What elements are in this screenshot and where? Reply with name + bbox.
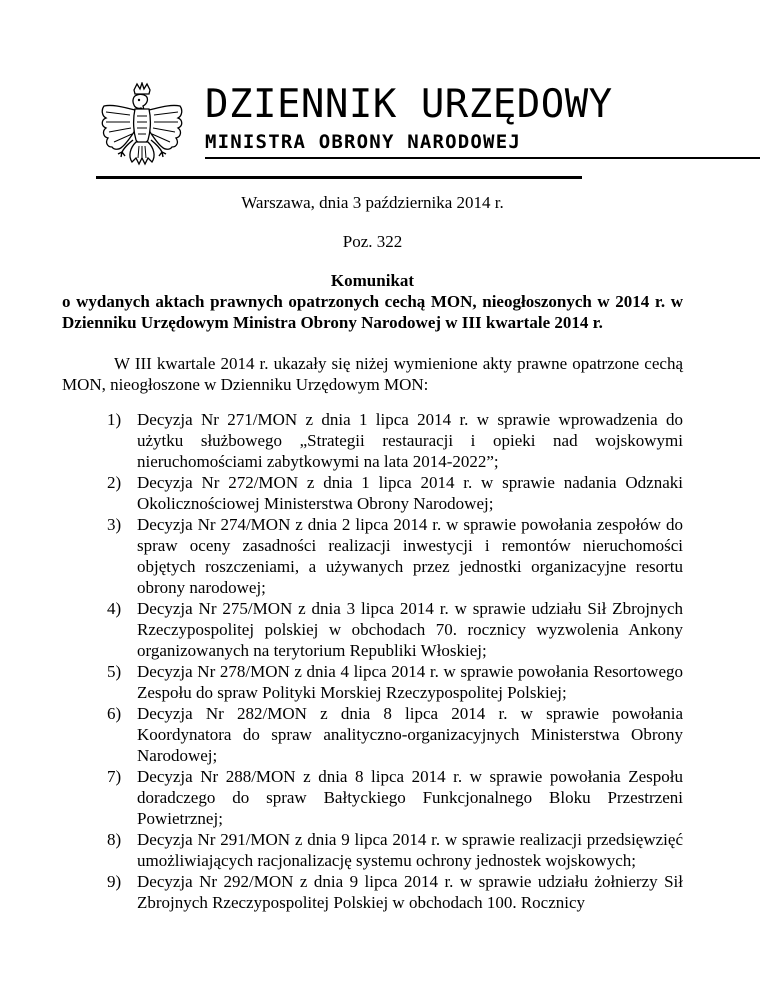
date-line: Warszawa, dnia 3 października 2014 r. <box>241 193 504 212</box>
title-body: o wydanych aktach prawnych opatrzonych cechą MON, nieogłoszonych w 2014 r. w Dzienniku Urzędowym Ministra Obrony Narodowej w III kwartale 2014 r. <box>62 292 683 332</box>
list-item-number: 5) <box>107 662 122 681</box>
list-item <box>62 661 683 703</box>
list-item-text: Decyzja Nr 274/MON z dnia 2 lipca 2014 r. w sprawie powołania zespołów do spraw oceny zasadności realizacji inwestycji i remontów nieruchomości objętych roszczeniami, a używanych przez jednostki organizacyjne resortu obrony narodowej; <box>137 515 683 597</box>
list-item <box>62 472 683 514</box>
list-item-text: Decyzja Nr 275/MON z dnia 3 lipca 2014 r. w sprawie udziału Sił Zbrojnych Rzeczypospolitej polskiej w obchodach 70. rocznicy wyzwolenia Ankony organizowanych na terytorium Republiki Włoskiej; <box>137 599 683 660</box>
masthead <box>92 80 682 180</box>
list-item <box>62 409 683 472</box>
intro-paragraph: W III kwartale 2014 r. ukazały się niżej wymienione akty prawne opatrzone cechą MON, nieogłoszone w Dzienniku Urzędowym MON: <box>62 354 683 394</box>
list-item-number: 6) <box>107 704 122 723</box>
list-item-number: 4) <box>107 599 122 618</box>
list-item <box>62 514 683 598</box>
list-item-number: 3) <box>107 515 122 534</box>
list-item-number: 1) <box>107 410 122 429</box>
list-item-text: Decyzja Nr 278/MON z dnia 4 lipca 2014 r. w sprawie powołania Resortowego Zespołu do spraw Polityki Morskiej Rzeczypospolitej Polskiej; <box>137 662 683 702</box>
list-item-text: Decyzja Nr 271/MON z dnia 1 lipca 2014 r. w sprawie wprowadzenia do użytku służbowego „Strategii restauracji i opieki nad wojskowymi nieruchomościami zabytkowymi na lata 2014-2022”; <box>137 410 683 471</box>
masthead-underline <box>96 176 582 179</box>
list-item-number: 2) <box>107 473 122 492</box>
list-item <box>62 598 683 661</box>
document-body <box>62 192 683 913</box>
list-item-number: 8) <box>107 830 122 849</box>
list-item-number: 9) <box>107 872 122 891</box>
list-item-number: 7) <box>107 767 122 786</box>
eagle-emblem-icon <box>92 82 192 178</box>
list-item-text: Decyzja Nr 288/MON z dnia 8 lipca 2014 r. w sprawie powołania Zespołu doradczego do spraw Bałtyckiego Funkcjonalnego Bloku Przestrzeni Powietrznej; <box>137 767 683 828</box>
list-item-text: Decyzja Nr 272/MON z dnia 1 lipca 2014 r. w sprawie nadania Odznaki Okolicznościowej Ministerstwa Obrony Narodowej; <box>137 473 683 513</box>
masthead-divider <box>205 157 760 159</box>
list-item <box>62 871 683 913</box>
list-item <box>62 829 683 871</box>
list-item-text: Decyzja Nr 291/MON z dnia 9 lipca 2014 r. w sprawie realizacji przedsięwzięć umożliwiających racjonalizację systemu ochrony jednostek wojskowych; <box>137 830 683 870</box>
masthead-subtitle: MINISTRA OBRONY NARODOWEJ <box>205 131 521 153</box>
acts-list <box>62 409 683 913</box>
document-title <box>62 270 683 333</box>
title-heading: Komunikat <box>330 271 415 290</box>
masthead-title: DZIENNIK URZĘDOWY <box>205 82 613 127</box>
position-number: Poz. 322 <box>342 232 403 251</box>
list-item-text: Decyzja Nr 282/MON z dnia 8 lipca 2014 r. w sprawie powołania Koordynatora do spraw analityczno-organizacyjnych Ministerstwa Obrony Narodowej; <box>137 704 683 765</box>
list-item-text: Decyzja Nr 292/MON z dnia 9 lipca 2014 r. w sprawie udziału żołnierzy Sił Zbrojnych Rzeczypospolitej Polskiej w obchodach 100. Rocznicy <box>137 872 683 912</box>
list-item <box>62 766 683 829</box>
list-item <box>62 703 683 766</box>
